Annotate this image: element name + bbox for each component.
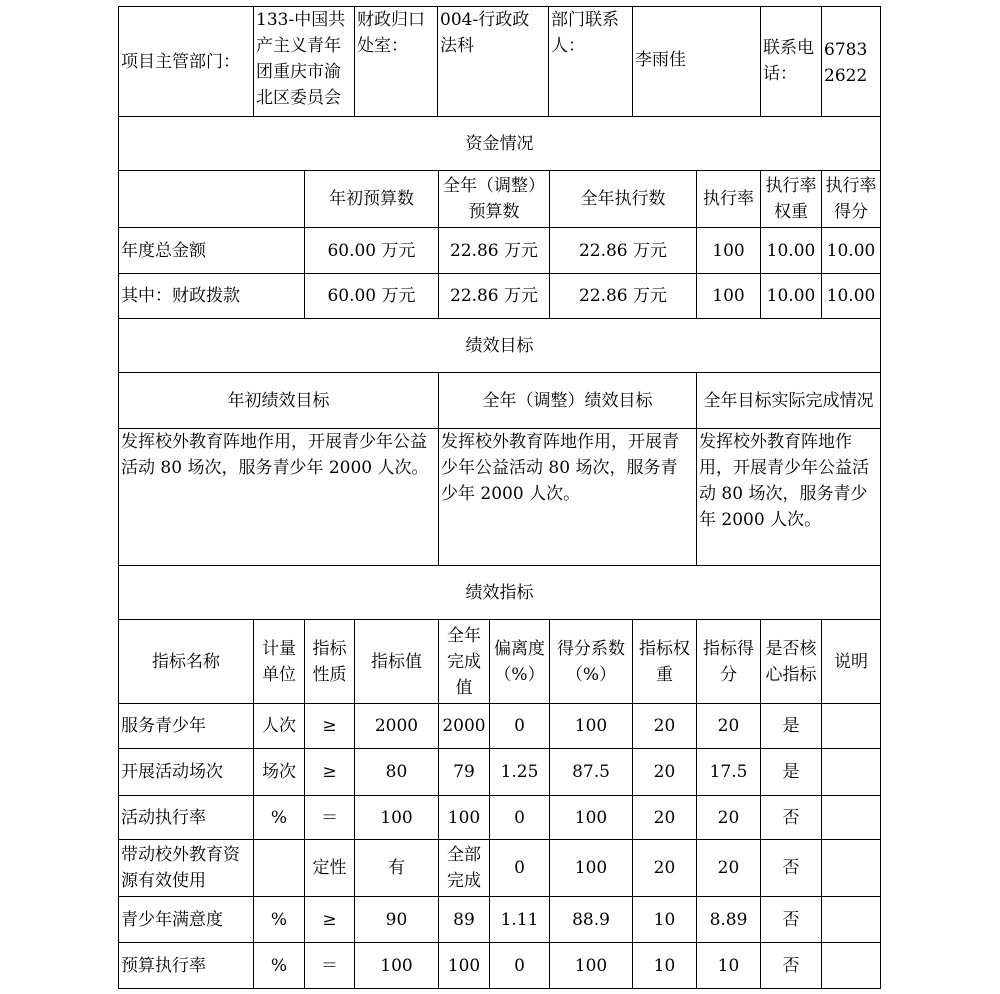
ind-col-target: 指标值 bbox=[354, 620, 438, 703]
indicator-row bbox=[118, 704, 881, 749]
indicator-score: 20 bbox=[696, 704, 760, 748]
funds-initial-value: 60.00 万元 bbox=[304, 228, 438, 273]
phone-value: 67832622 bbox=[821, 7, 880, 116]
goals-section-row bbox=[118, 319, 881, 373]
funds-weight-value: 10.00 bbox=[760, 274, 821, 318]
indicator-name: 带动校外教育资源有效使用 bbox=[121, 845, 240, 891]
goals-section-title: 绩效目标 bbox=[465, 335, 534, 356]
ind-col-coefficient: 得分系数（%） bbox=[549, 620, 632, 703]
indicator-core: 否 bbox=[760, 897, 821, 942]
funds-score-value: 10.00 bbox=[821, 228, 880, 273]
funds-col-weight: 执行率权重 bbox=[760, 171, 821, 227]
goal-actual-text: 发挥校外教育阵地作用，开展青少年公益活动 80 场次，服务青少年 2000 人次。 bbox=[696, 429, 880, 565]
indicator-actual: 100 bbox=[438, 796, 489, 839]
indicator-actual: 79 bbox=[438, 749, 489, 795]
funds-executed-value: 22.86 万元 bbox=[549, 274, 696, 318]
indicator-weight: 10 bbox=[632, 897, 696, 942]
indicator-note bbox=[821, 704, 880, 748]
goals-col-initial: 年初绩效目标 bbox=[227, 390, 330, 411]
indicator-weight: 20 bbox=[632, 796, 696, 839]
finance-label: 财政归口处室： bbox=[354, 7, 437, 116]
contact-label: 部门联系人： bbox=[548, 7, 632, 116]
goals-col-adjusted: 全年（调整）绩效目标 bbox=[438, 373, 696, 428]
indicator-target: 2000 bbox=[354, 704, 438, 748]
goals-text-row bbox=[118, 429, 881, 566]
indicator-deviation: 0 bbox=[489, 943, 549, 988]
indicator-unit: % bbox=[253, 796, 304, 839]
ind-col-name: 指标名称 bbox=[152, 651, 220, 672]
indicator-score: 20 bbox=[696, 796, 760, 839]
indicator-unit: 场次 bbox=[253, 749, 304, 795]
funds-adjusted-value: 22.86 万元 bbox=[438, 228, 549, 273]
indicator-unit: 人次 bbox=[253, 704, 304, 748]
indicator-coefficient: 87.5 bbox=[549, 749, 632, 795]
indicator-weight: 20 bbox=[632, 749, 696, 795]
indicator-actual: 全部完成 bbox=[438, 840, 489, 896]
indicator-nature: ≥ bbox=[304, 704, 354, 748]
indicator-row bbox=[118, 897, 881, 943]
funds-rate-value: 100 bbox=[696, 274, 760, 318]
indicator-actual: 2000 bbox=[438, 704, 489, 748]
ind-col-weight: 指标权重 bbox=[632, 620, 696, 703]
indicator-note bbox=[821, 840, 880, 896]
indicator-actual: 100 bbox=[438, 943, 489, 988]
indicator-core: 否 bbox=[760, 840, 821, 896]
ind-col-nature: 指标性质 bbox=[304, 620, 354, 703]
ind-col-note: 说明 bbox=[821, 620, 880, 703]
funds-col-adjusted: 全年（调整）预算数 bbox=[438, 171, 549, 227]
indicator-nature: ＝ bbox=[304, 796, 354, 839]
indicator-target: 80 bbox=[354, 749, 438, 795]
ind-col-unit: 计量单位 bbox=[253, 620, 304, 703]
goal-initial-text: 发挥校外教育阵地作用，开展青少年公益活动 80 场次，服务青少年 2000 人次。 bbox=[121, 432, 429, 478]
indicator-actual: 89 bbox=[438, 897, 489, 942]
indicator-target: 100 bbox=[354, 796, 438, 839]
indicator-name: 预算执行率 bbox=[121, 955, 206, 976]
indicator-name: 开展活动场次 bbox=[121, 762, 223, 782]
indicator-nature: 定性 bbox=[304, 840, 354, 896]
indicator-name: 青少年满意度 bbox=[121, 909, 223, 930]
ind-col-actual: 全年完成值 bbox=[438, 620, 489, 703]
ind-col-deviation: 偏离度（%） bbox=[489, 620, 549, 703]
funds-col-executed: 全年执行数 bbox=[549, 171, 696, 227]
indicator-target: 90 bbox=[354, 897, 438, 942]
funds-executed-value: 22.86 万元 bbox=[549, 228, 696, 273]
funds-row-label: 年度总金额 bbox=[121, 240, 206, 261]
indicator-core: 是 bbox=[760, 749, 821, 795]
ind-col-score: 指标得分 bbox=[696, 620, 760, 703]
indicator-unit bbox=[253, 840, 304, 896]
indicator-unit: % bbox=[253, 943, 304, 988]
indicator-deviation: 0 bbox=[489, 704, 549, 748]
indicator-nature: ≥ bbox=[304, 749, 354, 795]
dept-label: 项目主管部门： bbox=[121, 51, 240, 72]
goals-col-actual: 全年目标实际完成情况 bbox=[696, 373, 880, 428]
indicator-name: 活动执行率 bbox=[121, 807, 206, 828]
indicator-coefficient: 100 bbox=[549, 840, 632, 896]
indicator-note bbox=[821, 749, 880, 795]
indicator-deviation: 1.25 bbox=[489, 749, 549, 795]
goal-adjusted-text: 发挥校外教育阵地作用，开展青少年公益活动 80 场次，服务青少年 2000 人次。 bbox=[438, 429, 696, 565]
goals-header-row bbox=[118, 373, 881, 429]
indicator-target: 100 bbox=[354, 943, 438, 988]
phone-label: 联系电话： bbox=[760, 7, 821, 116]
indicator-row bbox=[118, 796, 881, 840]
funds-row-total bbox=[118, 228, 881, 274]
indicator-weight: 20 bbox=[632, 840, 696, 896]
indicator-weight: 10 bbox=[632, 943, 696, 988]
funds-col-initial: 年初预算数 bbox=[304, 171, 438, 227]
indicator-coefficient: 100 bbox=[549, 943, 632, 988]
funds-score-value: 10.00 bbox=[821, 274, 880, 318]
performance-table bbox=[118, 6, 881, 989]
indicator-note bbox=[821, 943, 880, 988]
indicator-note bbox=[821, 897, 880, 942]
funds-section-title: 资金情况 bbox=[465, 133, 534, 154]
indicator-deviation: 0 bbox=[489, 840, 549, 896]
indicator-coefficient: 100 bbox=[549, 796, 632, 839]
indicator-deviation: 1.11 bbox=[489, 897, 549, 942]
funds-section-row bbox=[118, 117, 881, 171]
indicators-section-row bbox=[118, 566, 881, 620]
indicator-core: 否 bbox=[760, 796, 821, 839]
indicator-row bbox=[118, 749, 881, 796]
dept-value: 133-中国共产主义青年团重庆市渝北区委员会 bbox=[253, 7, 354, 116]
funds-col-rate: 执行率 bbox=[696, 171, 760, 227]
indicator-nature: ≥ bbox=[304, 897, 354, 942]
funds-initial-value: 60.00 万元 bbox=[304, 274, 438, 318]
indicator-score: 17.5 bbox=[696, 749, 760, 795]
indicator-name: 服务青少年 bbox=[121, 716, 206, 736]
funds-adjusted-value: 22.86 万元 bbox=[438, 274, 549, 318]
funds-corner-cell bbox=[119, 171, 304, 227]
ind-col-core: 是否核心指标 bbox=[760, 620, 821, 703]
finance-value: 004-行政政法科 bbox=[437, 7, 548, 116]
funds-row-fiscal bbox=[118, 274, 881, 319]
indicator-weight: 20 bbox=[632, 704, 696, 748]
indicator-coefficient: 88.9 bbox=[549, 897, 632, 942]
funds-rate-value: 100 bbox=[696, 228, 760, 273]
indicators-header-row bbox=[118, 620, 881, 704]
indicator-core: 否 bbox=[760, 943, 821, 988]
indicator-row bbox=[118, 840, 881, 897]
indicator-core: 是 bbox=[760, 704, 821, 748]
indicator-nature: ＝ bbox=[304, 943, 354, 988]
indicator-score: 8.89 bbox=[696, 897, 760, 942]
indicator-deviation: 0 bbox=[489, 796, 549, 839]
header-row bbox=[118, 6, 881, 117]
indicator-coefficient: 100 bbox=[549, 704, 632, 748]
contact-value: 李雨佳 bbox=[632, 7, 760, 116]
funds-weight-value: 10.00 bbox=[760, 228, 821, 273]
indicator-score: 10 bbox=[696, 943, 760, 988]
funds-header-row bbox=[118, 171, 881, 228]
indicator-unit: % bbox=[253, 897, 304, 942]
indicator-target: 有 bbox=[354, 840, 438, 896]
funds-col-score: 执行率得分 bbox=[821, 171, 880, 227]
indicator-score: 20 bbox=[696, 840, 760, 896]
indicators-section-title: 绩效指标 bbox=[465, 582, 534, 603]
indicator-row bbox=[118, 943, 881, 989]
indicator-note bbox=[821, 796, 880, 839]
funds-row-label: 其中：财政拨款 bbox=[121, 286, 240, 306]
